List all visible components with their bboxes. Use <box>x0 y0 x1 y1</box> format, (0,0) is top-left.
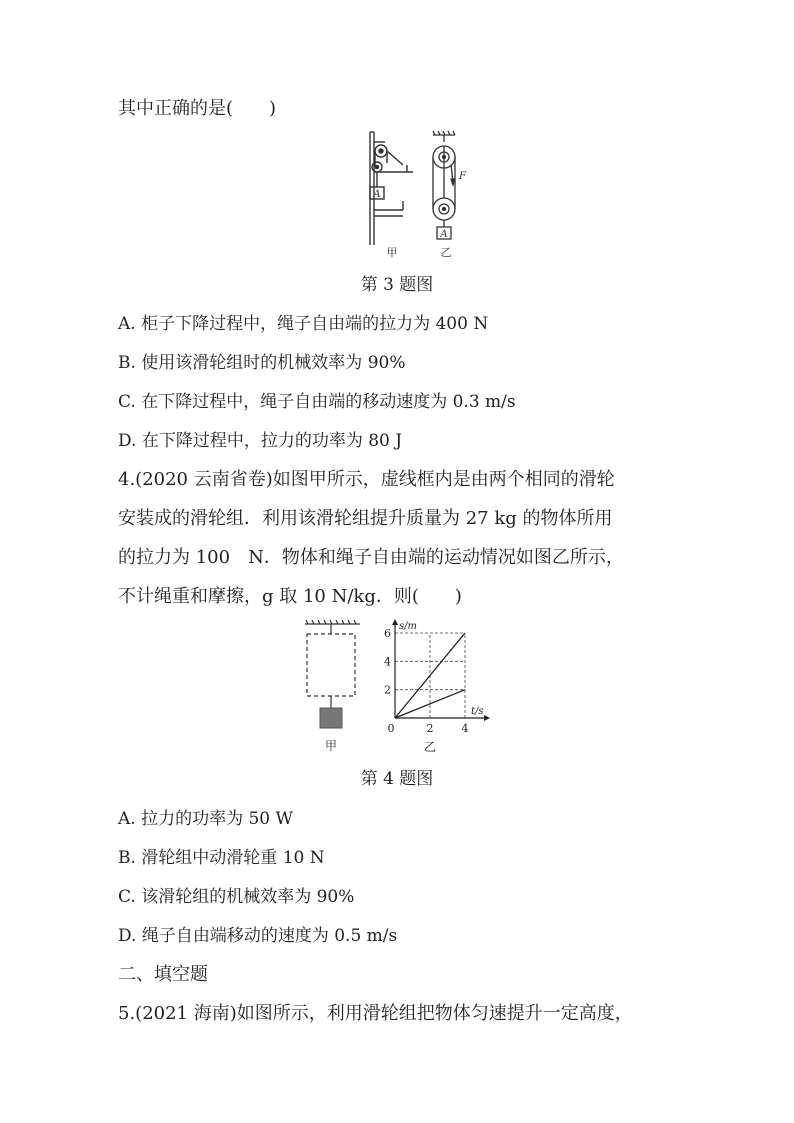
q3-option-c: C. 在下降过程中，绳子自由端的移动速度为 0.3 m/s <box>118 392 516 412</box>
x-tick-label: 0 <box>387 722 395 735</box>
figure-3-caption: 第 3 题图 <box>360 275 434 295</box>
q4-line-1: 4.(2020 云南省卷)如图甲所示，虚线框内是由两个相同的滑轮 <box>118 469 615 490</box>
x-axis-label: t/s <box>471 706 484 717</box>
y-tick-label: 6 <box>384 627 391 640</box>
x-tick-label: 2 <box>426 722 434 735</box>
fig3-label-A2: A <box>440 229 448 240</box>
q4-line-4: 不计绳重和摩擦，g 取 10 N/kg．则( ) <box>118 586 462 607</box>
section-title: 二、填空题 <box>118 964 208 985</box>
q4-option-c: C. 该滑轮组的机械效率为 90% <box>118 887 355 907</box>
y-axis-arrow <box>392 619 398 625</box>
q3-option-b: B. 使用该滑轮组时的机械效率为 90% <box>118 353 406 373</box>
figure-4-yi-chart <box>375 618 500 758</box>
series-line-2 <box>395 690 465 718</box>
fig3-label-A1: A <box>373 189 381 200</box>
q4-option-a: A. 拉力的功率为 50 W <box>118 809 293 829</box>
fig3-label-F: F <box>459 171 466 182</box>
q4-option-b: B. 滑轮组中动滑轮重 10 N <box>118 848 325 868</box>
q5-line: 5.(2021 海南)如图所示，利用滑轮组把物体匀速提升一定高度， <box>118 1003 633 1024</box>
q4-line-3: 的拉力为 100 N．物体和绳子自由端的运动情况如图乙所示， <box>118 547 624 568</box>
fig3-label-yi: 乙 <box>440 246 452 259</box>
x-axis-arrow <box>484 715 490 721</box>
y-tick-label: 2 <box>384 683 391 697</box>
y-tick-label: 4 <box>384 655 391 669</box>
question-intro: 其中正确的是( ) <box>118 98 277 119</box>
q3-option-a: A. 柜子下降过程中，绳子自由端的拉力为 400 N <box>118 314 489 334</box>
figure-4-caption: 第 4 题图 <box>360 769 434 789</box>
x-tick-label: 4 <box>461 722 469 735</box>
q3-option-d: D. 在下降过程中，拉力的功率为 80 J <box>118 431 403 451</box>
q4-line-2: 安装成的滑轮组．利用该滑轮组提升质量为 27 kg 的物体所用 <box>118 508 613 529</box>
block-weight <box>320 708 342 728</box>
fig4-label-yi: 乙 <box>423 740 437 754</box>
q4-option-d: D. 绳子自由端移动的速度为 0.5 m/s <box>118 926 398 946</box>
fig3-label-jia: 甲 <box>386 246 398 259</box>
y-axis-label: s/m <box>399 621 417 632</box>
fig4-label-jia: 甲 <box>324 739 338 753</box>
figure-4-jia-diagram <box>300 618 370 758</box>
figure-3-pulley-diagrams <box>355 127 485 262</box>
